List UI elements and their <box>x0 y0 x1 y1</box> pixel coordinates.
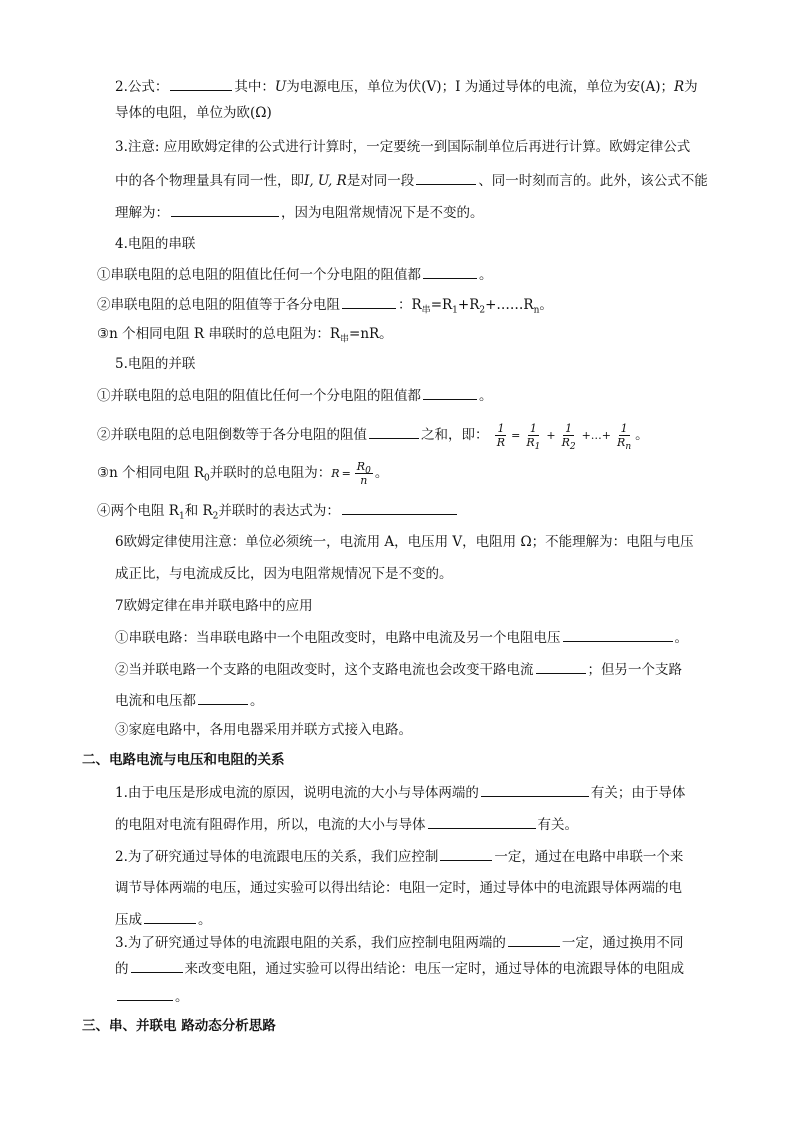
parallel-item-2: ②并联电阻的总电阻倒数等于各分电阻的阻值 之和，即： $\frac{1}{R}$ = $\frac{1}{R_1}$ + $\frac{1}{R_2}$ +…+ $\frac{1}{R_n}$ 。 <box>97 422 649 453</box>
relation-item-2-line-3: 压成 。 <box>115 909 212 929</box>
note-line-2: 中的各个物理量具有同一性，即I, U, R是对同一段 、同一时刻而言的。此外，该公式不能 <box>115 170 708 190</box>
fraction-1-over-R2: $\frac{1}{R_2}$ <box>561 422 576 453</box>
answer-blank[interactable] <box>481 782 589 797</box>
relation-item-2-line-1: 2.为了研究通过导体的电流跟电压的关系，我们应控制 一定，通过在电路中串联一个来 <box>115 846 683 866</box>
answer-blank[interactable] <box>342 294 396 309</box>
answer-blank[interactable] <box>508 932 560 947</box>
answer-blank[interactable] <box>563 627 673 642</box>
fraction-1-over-R: $\frac{1}{R}$ <box>496 422 506 449</box>
relation-item-3-line-2: 的 来改变电阻，通过实验可以得出结论：电压一定时，通过导体的电流跟导体的电阻成 <box>115 958 684 978</box>
note-line-1: 3.注意: 应用欧姆定律的公式进行计算时，一定要统一到国际制单位后再进行计算。欧姆定律公式 <box>115 139 691 155</box>
note-line-3: 理解为： ，因为电阻常规情况下是不变的。 <box>115 202 484 222</box>
parallel-item-3: ③n 个相同电阻 $R_0$并联时的总电阻为：R = $\frac{R_0}{n}$ 。 <box>97 460 389 487</box>
relation-item-1-line-2: 的电阻对电流有阻碍作用，所以，电流的大小与导体 有关。 <box>115 814 578 834</box>
fraction-1-over-Rn: $\frac{1}{R_n}$ <box>617 422 632 453</box>
answer-blank[interactable] <box>416 170 476 185</box>
series-item-1: ①串联电阻的总电阻的阻值比任何一个分电阻的阻值都 。 <box>97 264 493 284</box>
answer-blank[interactable] <box>170 76 232 91</box>
series-item-3: ③n 个相同电阻 R 串联时的总电阻为：$R_串=nR$。 <box>97 326 393 345</box>
answer-blank[interactable] <box>423 264 477 279</box>
answer-blank[interactable] <box>428 814 536 829</box>
application-item-2-line-2: 电流和电压都 。 <box>115 690 264 710</box>
answer-blank[interactable] <box>423 385 477 400</box>
parallel-title: 5.电阻的并联 <box>115 356 196 372</box>
parallel-item-1: ①并联电阻的总电阻的阻值比任何一个分电阻的阻值都 。 <box>97 385 493 405</box>
series-title: 4.电阻的串联 <box>115 236 196 252</box>
parallel-item-4: ④两个电阻 $R_1$和 $R_2$并联时的表达式为： <box>97 500 459 520</box>
fraction-1-over-R1: $\frac{1}{R_1}$ <box>526 422 541 453</box>
answer-blank[interactable] <box>144 909 196 924</box>
formula-line-1: 2.公式： 其中：U为电源电压，单位为伏(V)；I 为通过导体的电流，单位为安(A)；R为 <box>115 76 698 96</box>
fraction-R0-over-n: $\frac{R_0}{n}$ <box>356 460 371 487</box>
application-title: 7欧姆定律在串并联电路中的应用 <box>115 598 313 614</box>
relation-item-1-line-1: 1.由于电压是形成电流的原因，说明电流的大小与导体两端的 有关；由于导体 <box>115 782 685 802</box>
answer-blank[interactable] <box>536 659 586 674</box>
application-item-2-line-1: ②当并联电路一个支路的电阻改变时，这个支路电流也会改变干路电流 ；但另一个支路 <box>115 659 682 679</box>
answer-blank[interactable] <box>369 424 419 439</box>
answer-blank[interactable] <box>342 500 457 515</box>
application-item-3: ③家庭电路中，各用电器采用并联方式接入电路。 <box>115 722 412 738</box>
answer-blank[interactable] <box>198 690 248 705</box>
usage-note-line-2: 成正比，与电流成反比，因为电阻常规情况下是不变的。 <box>115 566 453 582</box>
answer-blank[interactable] <box>117 986 173 1001</box>
answer-blank[interactable] <box>131 958 183 973</box>
application-item-1: ①串联电路：当串联电路中一个电阻改变时，电路中电流及另一个电阻电压 。 <box>115 627 688 647</box>
answer-blank[interactable] <box>171 202 279 217</box>
formula-line-2: 导体的电阻，单位为欧(Ω) <box>115 105 272 121</box>
section-heading-2: 二、电路电流与电压和电阻的关系 <box>82 752 285 768</box>
series-item-2: ②串联电阻的总电阻的阻值等于各分电阻 ：$R_串=R_1+R_2+\dots\dots R_n$。 <box>97 294 553 314</box>
usage-note-line-1: 6欧姆定律使用注意：单位必须统一，电流用 A，电压用 V，电阻用 Ω；不能理解为：电阻与电压 <box>115 534 694 550</box>
section-heading-3: 三、串、并联电 路动态分析思路 <box>82 1018 276 1034</box>
answer-blank[interactable] <box>440 846 492 861</box>
relation-item-3-line-1: 3.为了研究通过导体的电流跟电阻的关系，我们应控制电阻两端的 一定，通过换用不同 <box>115 932 683 952</box>
relation-item-3-line-3: 。 <box>115 986 189 1006</box>
relation-item-2-line-2: 调节导体两端的电压，通过实验可以得出结论：电阻一定时，通过导体中的电流跟导体两端的电 <box>115 880 682 896</box>
